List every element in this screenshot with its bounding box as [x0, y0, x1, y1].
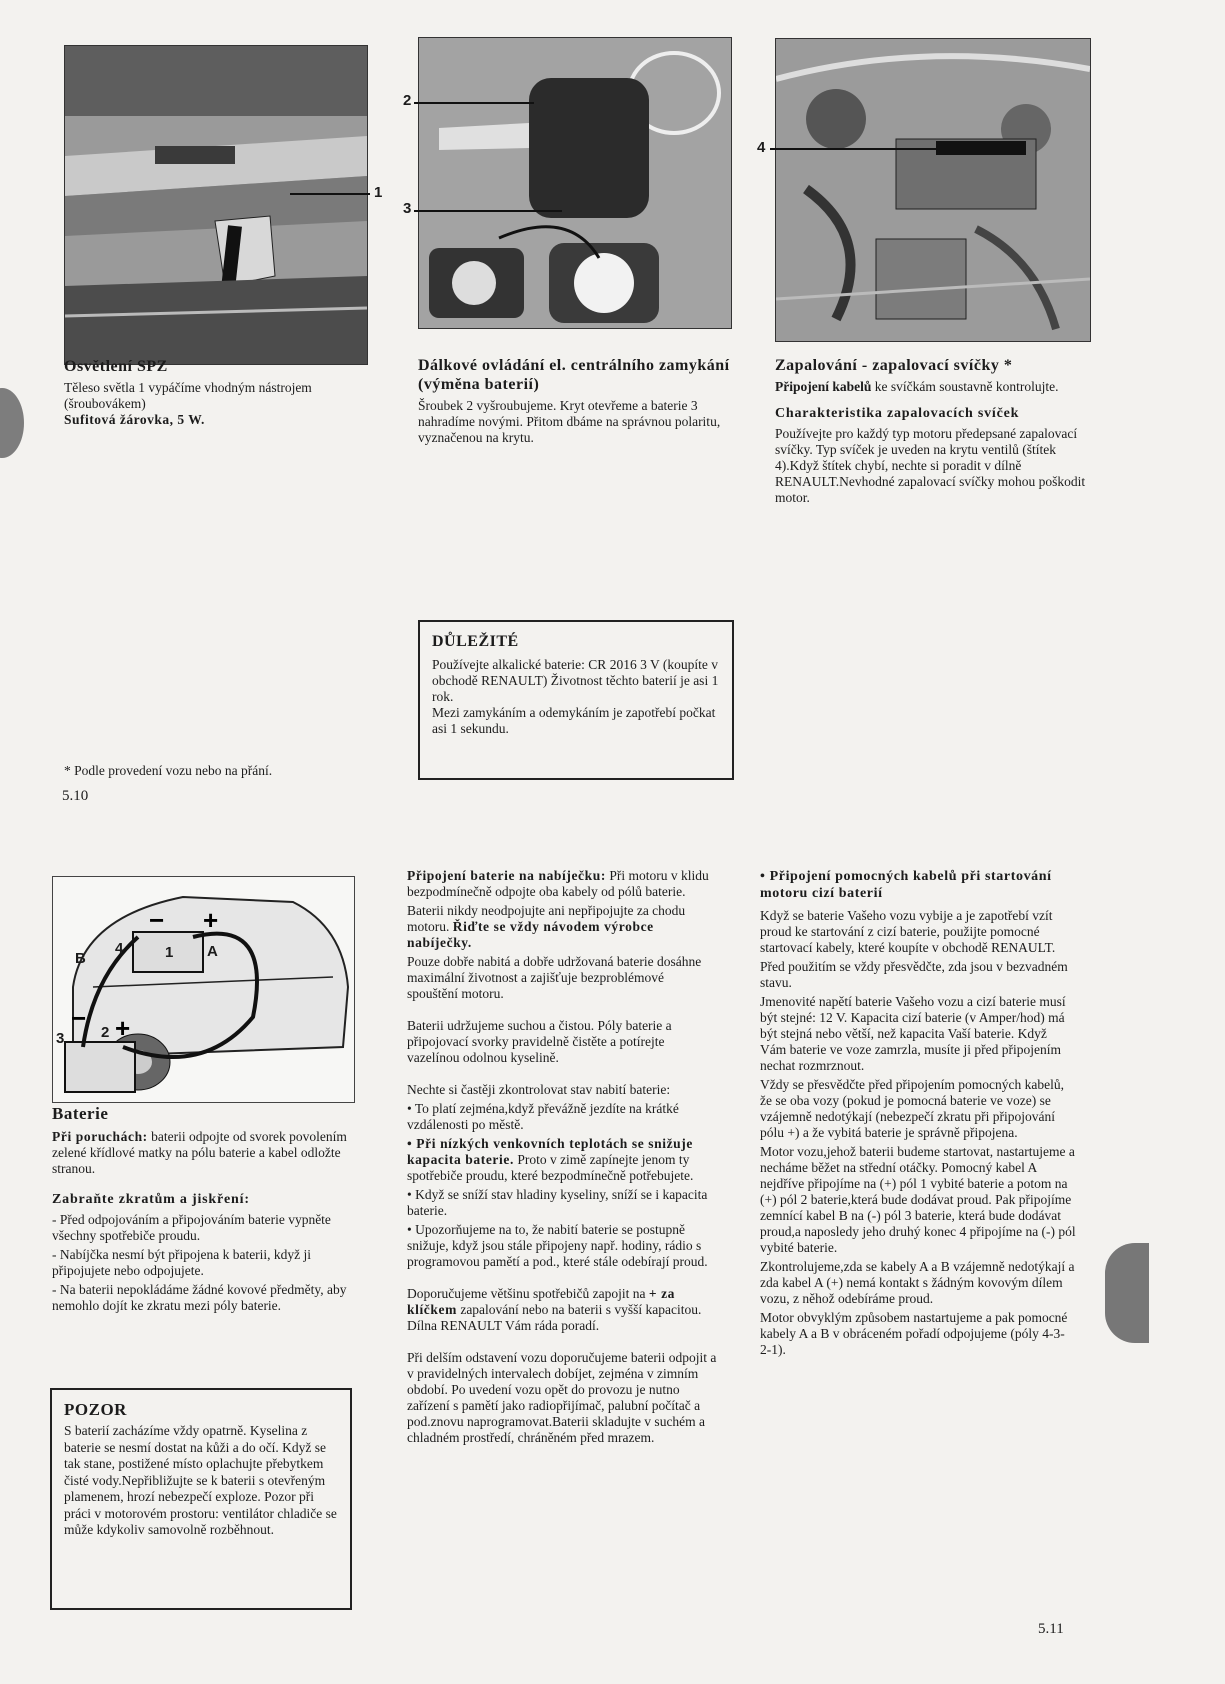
spark-plug-char-title: Charakteristika zapalovacích svíček [775, 406, 1020, 421]
figure-label-a: A [207, 943, 218, 960]
figure-label-3: 3 [56, 1030, 65, 1047]
ignition-connect-rest: ke svíčkám soustavně kontrolujte. [874, 379, 1059, 394]
charger-p4: Baterii udržujeme suchou a čistou. Póly baterie a připojovací svorky pravidelně čistěte a potírejte vazelínou odolnou kyselině. [407, 1018, 672, 1065]
warning-body: S baterií zacházíme vždy opatrně. Kyselina z baterie se nesmí dostat na kůži a do očí. Když se tak stane, postižené místo oplachujte přebytkem čisté vody.Nepřibližujte se k baterii s otevřeným plamenem, hrozí nebezpečí exploze. Pozor při práci v motorovém prostoru: ventilátor chladiče se může kdykoliv samovolně rozběhnout. [64, 1423, 337, 1537]
charger-lead: Připojení baterie na nabíječku: [407, 868, 606, 883]
warning-title: POZOR [64, 1400, 127, 1419]
important-line-a: Používejte alkalické baterie: CR 2016 3 V (koupíte v obchodě RENAULT) Životnost těchto baterií je asi 1 rok. [432, 657, 719, 704]
jump-lead-text: • Připojení pomocných kabelů při startování motoru cizí baterií [760, 869, 1052, 901]
charger-p9: • Upozorňujeme na to, že nabití baterie se postupně snižuje, když jsou stále připojeny např. hodiny, rádio s programovou pamětí a pod., které stále odebírají proud. [407, 1222, 708, 1269]
callout-3: 3 [403, 200, 412, 217]
battery-faults-lead: Při poruchách: [52, 1129, 148, 1144]
charger-p2 [407, 903, 717, 951]
warning-box [50, 1388, 352, 1610]
remote-body: Šroubek 2 vyšroubujeme. Kryt otevřeme a baterie 3 nahradíme novými. Přitom dbáme na správnou polaritu, vyznačenou na krytu. [418, 398, 721, 445]
remote-key-photo [418, 37, 732, 329]
jump-p4: Vždy se přesvědčte před připojením pomocných kabelů, že se oba vozy (pokud je pomocná baterie ve voze) se vzájemně nedotýkají (nebezpečí zkratu při připojování pólu +) a že vybitá baterie je správně připojena. [760, 1077, 1065, 1140]
remote-key-illustration [419, 38, 731, 328]
callout-2: 2 [403, 92, 412, 109]
jump-start-drawing [53, 877, 354, 1102]
charger-p8: • Když se sníží stav hladiny kyseliny, sníží se i kapacita baterie. [407, 1187, 708, 1218]
figure-label-b: B [75, 950, 86, 967]
jump-start-section [760, 868, 1076, 1361]
charger-p7-lead: • Při nízkých venkovních teplotách se snižuje kapacita baterie. [407, 1136, 693, 1167]
callout-line-4 [770, 148, 940, 150]
charger-p3: Pouze dobře nabitá a dobře udržovaná baterie dosáhne maximální životnost a zajišťuje bezproblémové spouštění motoru. [407, 954, 702, 1001]
jump-p7: Motor obvyklým způsobem nastartujeme a pak pomocné kabely A a B v obráceném pořadí odpojujeme (póly 4-3-2-1). [760, 1310, 1068, 1357]
spz-body: Těleso světla 1 vypáčíme vhodným nástrojem (šroubovákem) [64, 380, 312, 411]
battery-title: Baterie [52, 1104, 109, 1123]
jump-start-illustration [52, 876, 355, 1103]
battery-section [52, 1104, 358, 1317]
remote-title: Dálkové ovládání el. centrálního zamykání (výměna baterií) [418, 357, 730, 393]
engine-bay-illustration [776, 39, 1090, 341]
charger-p2a: Baterii nikdy neodpojujte ani nepřipojujte za chodu motoru. [407, 903, 686, 934]
short-circuit-item-1: - Před odpojováním a připojováním baterie vypněte všechny spotřebiče proudu. [52, 1212, 331, 1243]
charger-p7-rest: Proto v zimě zapínejte jenom ty spotřebiče proudu, které bezpodmínečně potřebujete. [407, 1152, 694, 1183]
jump-lead [760, 868, 1076, 902]
engine-bay-photo [775, 38, 1091, 342]
spz-title: Osvětlení SPZ [64, 358, 168, 375]
spz-bulb: Sufitová žárovka, 5 W. [64, 412, 205, 427]
charger-p10c: zapalování nebo na baterii s vyšší kapacitou. Dílna RENAULT Vám ráda poradí. [407, 1302, 702, 1333]
page-number-right: 5.11 [1038, 1621, 1064, 1637]
svg-text:−: − [149, 905, 165, 935]
figure-label-4: 4 [115, 940, 124, 957]
figure-label-1: 1 [165, 944, 174, 961]
licence-plate-light-illustration [65, 46, 367, 364]
remote-section [418, 356, 730, 450]
svg-text:+: + [203, 905, 219, 935]
jump-p2: Před použitím se vždy přesvědčte, zda jsou v bezvadném stavu. [760, 959, 1068, 990]
figure-label-2: 2 [101, 1024, 110, 1041]
callout-line-3 [414, 210, 562, 212]
right-edge-tab [1105, 1243, 1149, 1343]
licence-plate-light-photo [64, 45, 368, 365]
jump-p1: Když se baterie Vašeho vozu vybije a je zapotřebí vzít proud ke startování z cizí baterie, použijte pomocné startovací kabely, které koupíte v obchodě RENAULT. [760, 908, 1056, 955]
short-circuit-title: Zabraňte zkratům a jiskření: [52, 1192, 250, 1207]
charger-p11: Při delším odstavení vozu doporučujeme baterii odpojit a v pravidelných intervalech dobíjet, zejména v zimním období. Po uvedení vozu opět do provozu je nutno zařízení s pamětí jako radiopřijímač, palubní počítač a pod.znovu naprogramovat.Baterii skladujte v suchém a chladném prostředí, chráněném před mrazem. [407, 1350, 717, 1445]
ignition-connect [775, 379, 1087, 395]
spz-section [64, 357, 374, 432]
charger-section [407, 868, 717, 1449]
charger-p6: • To platí zejména,když převážně jezdíte na krátké vzdálenosti po městě. [407, 1101, 679, 1132]
charger-p10b: + za klíčkem [407, 1286, 676, 1317]
charger-p10a: Doporučujeme většinu spotřebičů zapojit na [407, 1286, 646, 1301]
jump-p3: Jmenovité napětí baterie Vašeho vozu a cizí baterie musí být stejné: 12 V. Kapacita cizí baterie (v Amper/hod) má být stejná nebo větší, než kapacita Vaší baterie. Když Vám baterie ve voze zamrzla, musíte ji před připojením nechat rozmrznout. [760, 994, 1066, 1073]
short-circuit-item-2: - Nabíjčka nesmí být připojena k baterii, když ji připojujete nebo odpojujete. [52, 1247, 312, 1278]
svg-text:−: − [71, 1003, 87, 1033]
page-number-left: 5.10 [62, 788, 89, 804]
important-line-b: Mezi zamykáním a odemykáním je zapotřebí počkat asi 1 sekundu. [432, 705, 716, 736]
jump-p5: Motor vozu,jehož baterii budeme startovat, nastartujeme a necháme běžet na střední otáčky. Pomocný kabel A nejdříve připojíme na (+) pól 1 vybité baterie a potom na (+) pól 2 baterie,která bude dodávat proud. Pak připojíme zemnící kabel B na (-) pól 3 baterie, která bude dodávat proud,a naposledy jeho druhý konec 4 připojíme na (-) pól vybité baterie. [760, 1144, 1076, 1255]
callout-4: 4 [757, 139, 766, 156]
footnote: * Podle provedení vozu nebo na přání. [64, 763, 273, 778]
ignition-title: Zapalování - zapalovací svíčky * [775, 357, 1013, 374]
charger-p1 [407, 868, 717, 900]
callout-line-2 [414, 102, 534, 104]
callout-line-1 [290, 193, 370, 195]
important-box [418, 620, 734, 780]
battery-faults [52, 1129, 358, 1177]
important-title: DŮLEŽITÉ [432, 633, 519, 650]
svg-text:+: + [115, 1013, 131, 1043]
charger-p7 [407, 1136, 717, 1184]
charger-p2b: Řiďte se vždy návodem výrobce nabíječky. [407, 919, 654, 950]
charger-p10 [407, 1286, 717, 1334]
short-circuit-item-3: - Na baterii nepokládáme žádné kovové předměty, aby nemohlo dojít ke zkratu mezi póly baterie. [52, 1282, 347, 1313]
battery-faults-rest: baterii odpojte od svorek povolením zelené křídlové matky na pólu baterie a kabel odložte stranou. [52, 1129, 347, 1176]
ignition-connect-lead: Připojení kabelů [775, 379, 872, 394]
ignition-section [775, 356, 1087, 510]
left-edge-mark [0, 388, 24, 458]
jump-p6: Zkontrolujeme,zda se kabely A a B vzájemně nedotýkají a zda kabel A (+) nemá kontakt s žádným kovovým dílem vozu, z něhož odebíráme proud. [760, 1259, 1075, 1306]
charger-p5: Nechte si častěji zkontrolovat stav nabití baterie: [407, 1082, 671, 1097]
charger-p1-text: Při motoru v klidu bezpodmínečně odpojte oba kabely od pólů baterie. [407, 868, 709, 899]
spark-plug-char-body: Používejte pro každý typ motoru předepsané zapalovací svíčky. Typ svíček je uveden na krytu ventilů (štítek 4).Když štítek chybí, nechte si poradit v dílně RENAULT.Nevhodné zapalovací svíčky mohou poškodit motor. [775, 426, 1086, 505]
callout-1: 1 [374, 184, 383, 201]
